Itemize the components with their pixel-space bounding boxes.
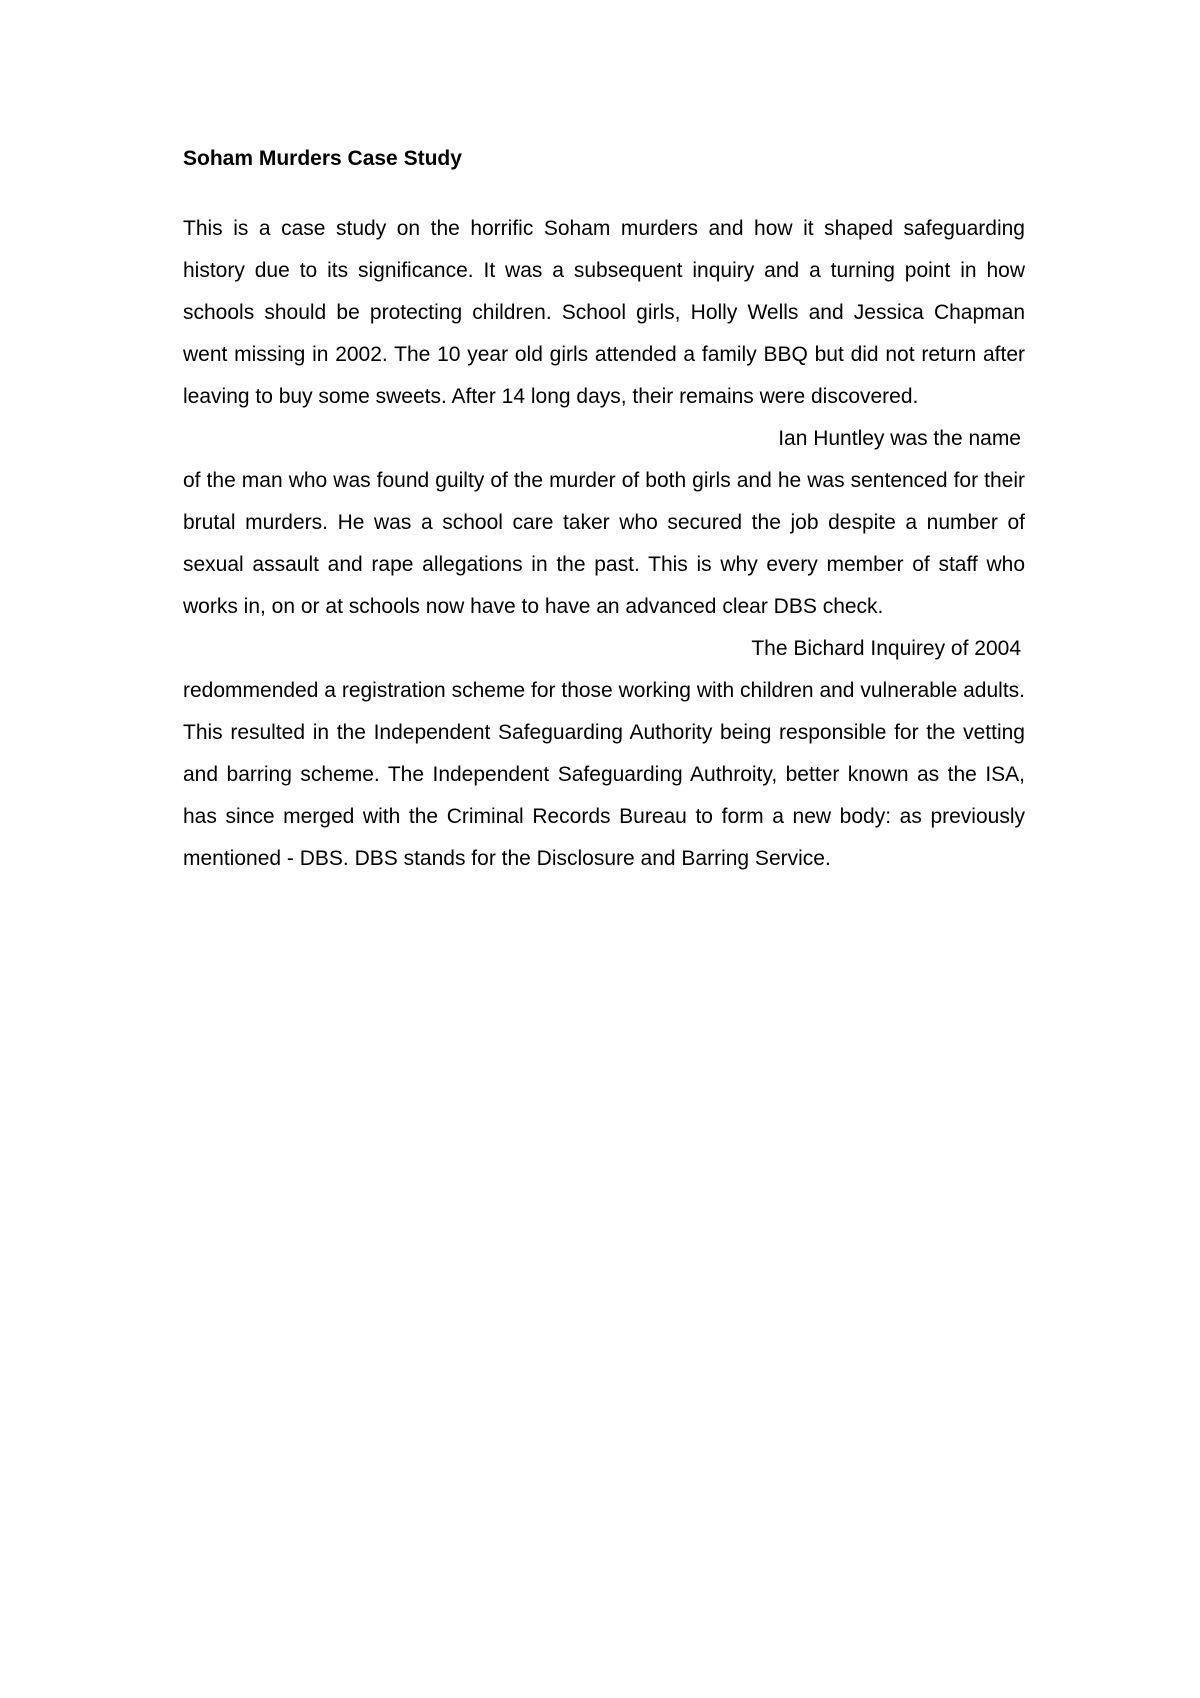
paragraph-intro — [183, 208, 1025, 418]
paragraph-text: This is a case study on the horrific Soham murders and how it shaped safeguarding history due to its significance. It was a subsequent inquiry and a turning point in how schools should be protecting children. School girls, Holly Wells and Jessica Chapman went missing in 2002. The 10 year old girls attended a family BBQ but did not return after leaving to buy some sweets. After 14 long days, their remains were discovered. — [183, 217, 1025, 408]
document-body — [183, 143, 1025, 880]
paragraph-text: redommended a registration scheme for those working with children and vulnerable adults. This resulted in the Independent Safeguarding Authority being responsible for the vetting and barring scheme. The Independent Safeguarding Authroity, better known as the ISA, has since merged with the Criminal Records Bureau to form a new body: as previously mentioned - DBS. DBS stands for the Disclosure and Barring Service. — [183, 679, 1025, 870]
paragraph-lead: The Bichard Inquirey of 2004 — [751, 637, 1021, 660]
paragraph-lead: Ian Huntley was the name — [778, 427, 1021, 450]
paragraph-bichard — [183, 628, 1025, 880]
paragraph-text: of the man who was found guilty of the murder of both girls and he was sentenced for their brutal murders. He was a school care taker who secured the job despite a number of sexual assault and rape allegations in the past. This is why every member of staff who works in, on or at schools now have to have an advanced clear DBS check. — [183, 469, 1025, 618]
paragraph-huntley — [183, 418, 1025, 628]
document-title: Soham Murders Case Study — [183, 147, 462, 170]
